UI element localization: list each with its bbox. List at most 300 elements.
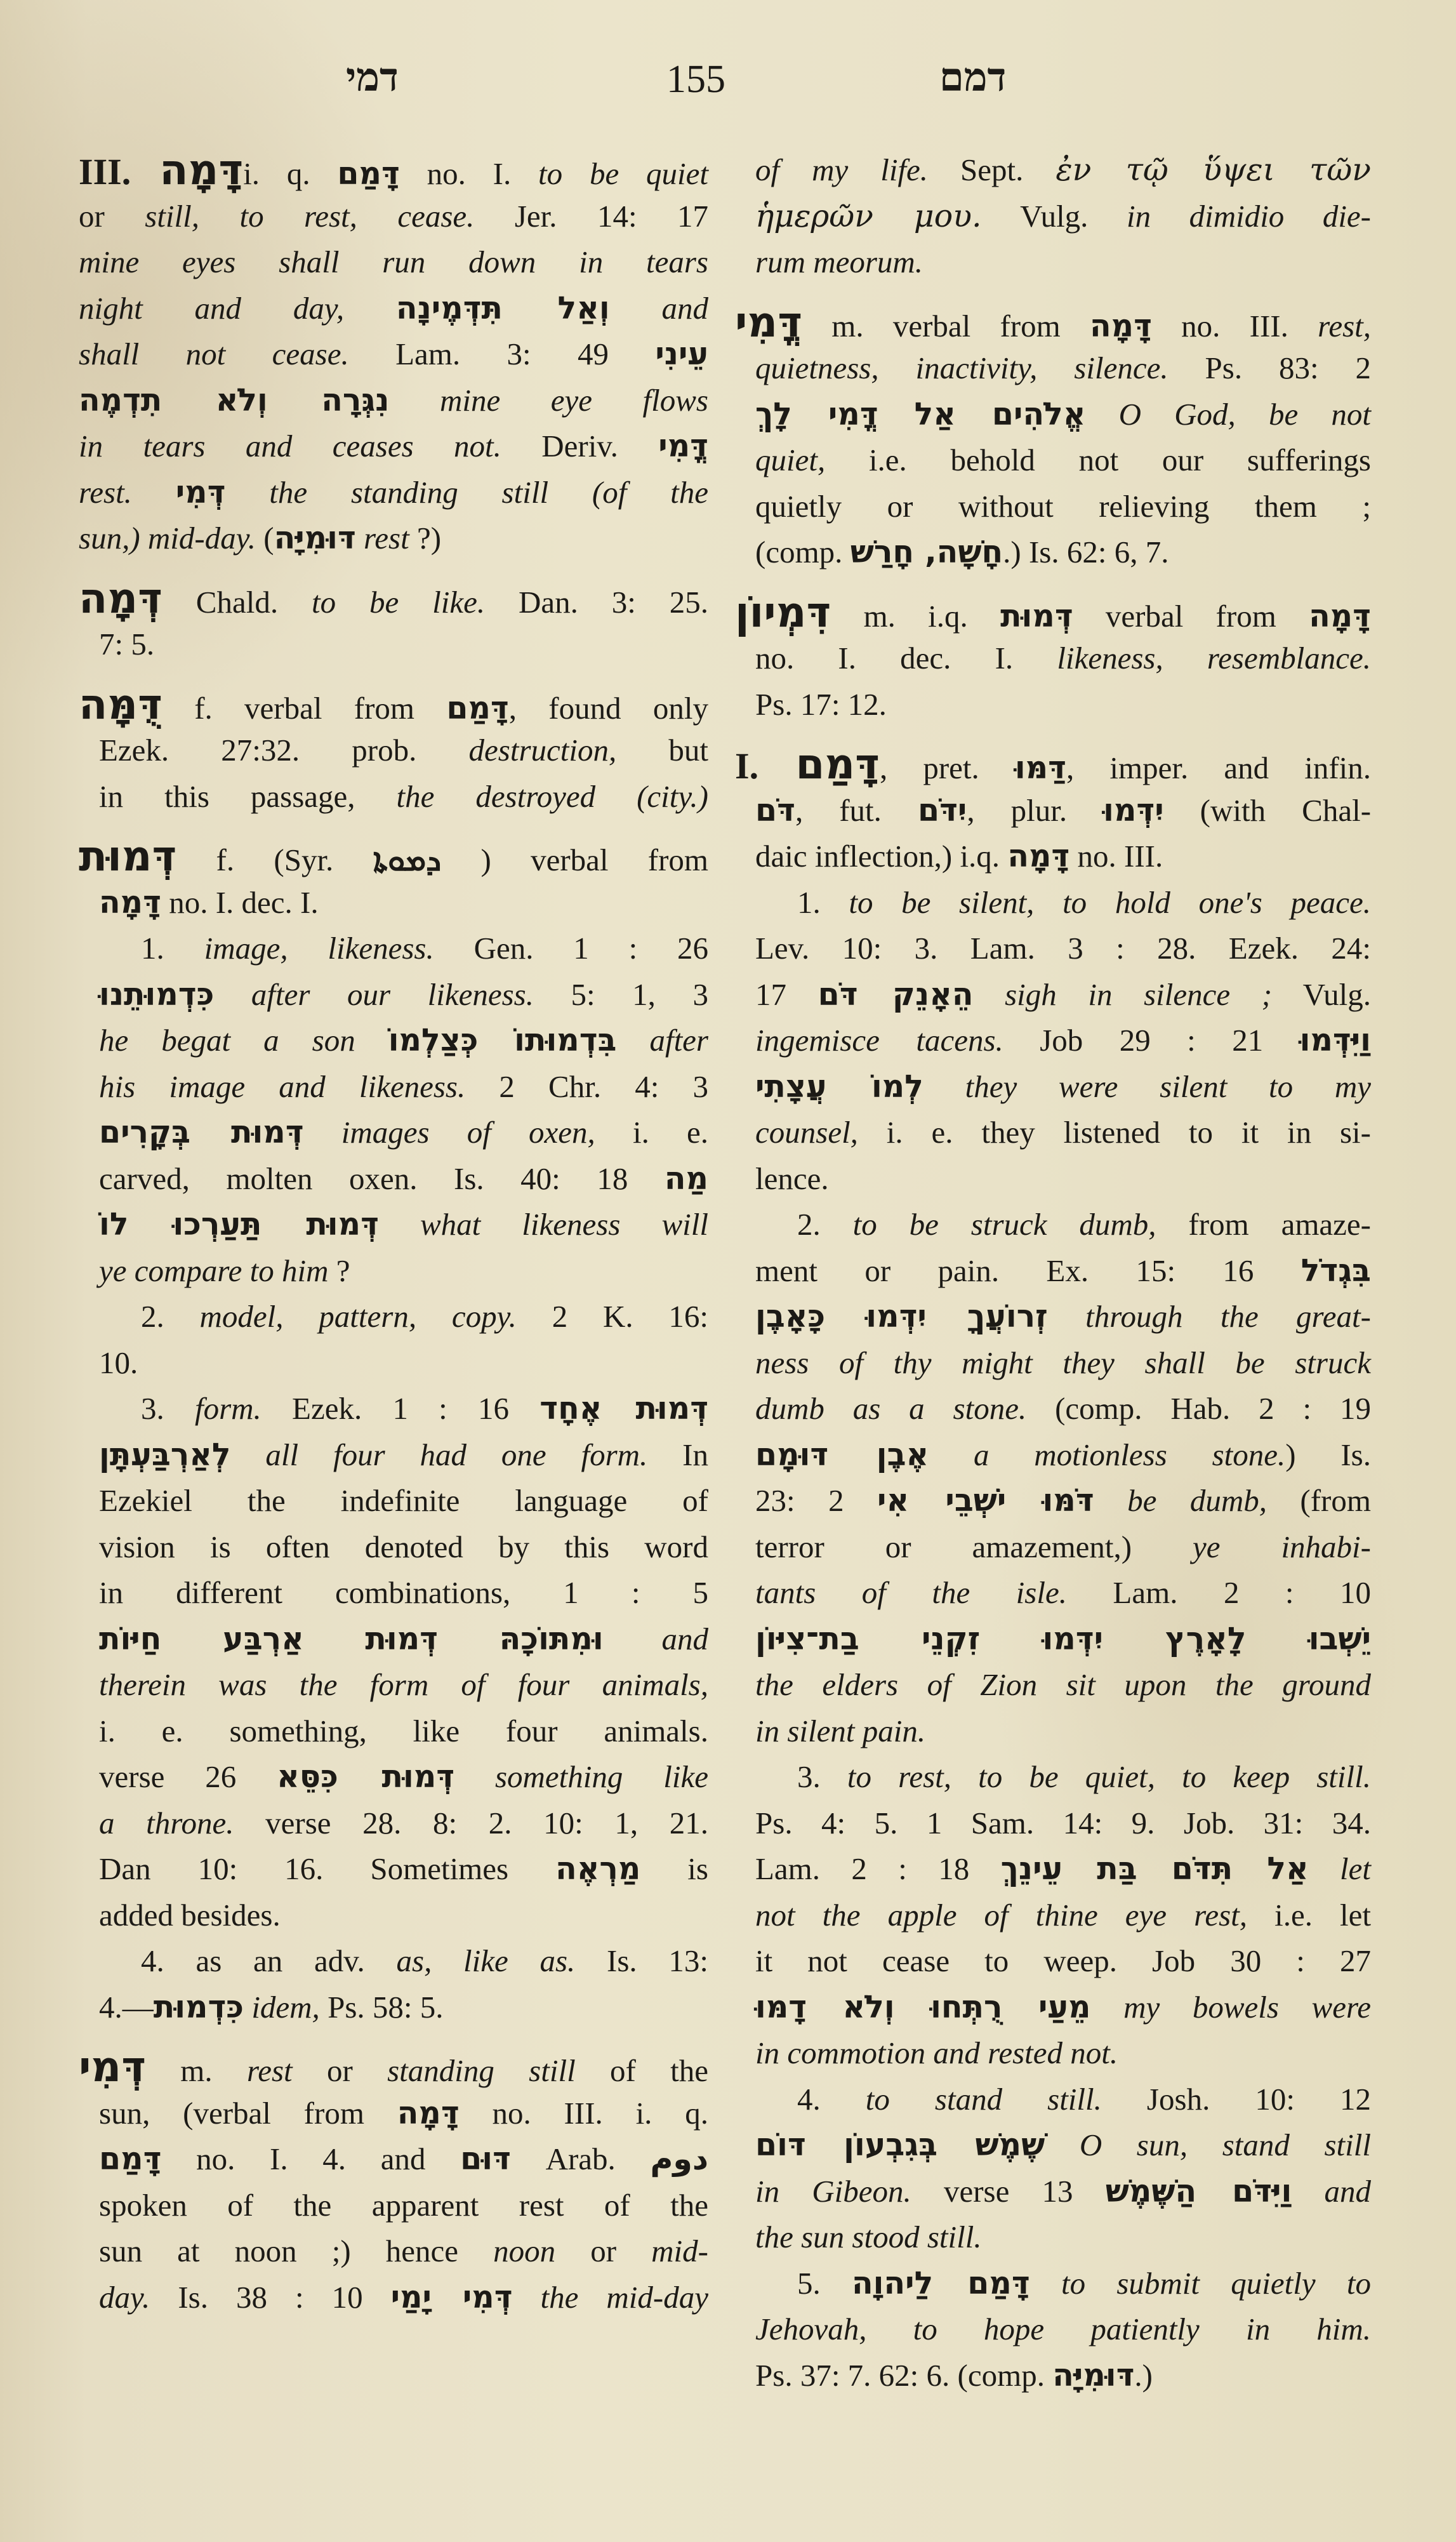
text-line — [79, 2228, 708, 2275]
text-line — [79, 573, 709, 623]
text-line — [735, 437, 1371, 484]
text-line — [735, 587, 1371, 637]
italic-gloss: a throne. — [99, 1805, 234, 1840]
roman-text: from amaze- — [1156, 1207, 1371, 1242]
italic-gloss: the standing still (of the — [225, 474, 708, 510]
roman-text: Josh. 10: 12 — [1101, 2081, 1371, 2117]
text-line — [79, 2275, 708, 2321]
text-line — [735, 1800, 1371, 1847]
text-line — [735, 1018, 1371, 1064]
sense-numeral: III. — [79, 151, 160, 192]
roman-text: 5: 1, 3 — [533, 976, 708, 1012]
italic-gloss: what likeness will — [378, 1207, 708, 1242]
roman-text: carved, molten oxen. Is. 40: 18 — [99, 1161, 665, 1196]
text-line — [79, 239, 708, 286]
hebrew-text: דְּמוּת אֶחָד — [539, 1390, 709, 1427]
roman-text: Is. 38 : 10 — [150, 2279, 391, 2315]
roman-text: f. (Syr. — [176, 842, 373, 877]
italic-gloss: noon — [493, 2233, 556, 2268]
roman-text: no. III. — [1151, 308, 1318, 343]
roman-text: Ezek. 1 : 16 — [261, 1391, 540, 1426]
text-line — [79, 2136, 708, 2183]
text-line — [79, 1893, 708, 1939]
roman-text: or — [555, 2233, 652, 2268]
italic-gloss: my bowels were — [1090, 1989, 1371, 2025]
hebrew-text: וַיִּדֹּם הַשֶּׁמֶשׁ — [1105, 2173, 1292, 2209]
text-line — [79, 972, 708, 1018]
hebrew-text: דַּמּוּ — [1014, 750, 1066, 786]
hebrew-text: שֶׁמֶשׁ בְּגִבְעוֹן דּוֹם — [755, 2127, 1045, 2163]
italic-gloss: to stand still. — [865, 2081, 1102, 2117]
text-line — [79, 423, 708, 470]
hebrew-text: דָּמַם לַיהוָה — [852, 2265, 1030, 2301]
roman-text: Lam. 2 : 10 — [1066, 1575, 1371, 1610]
roman-text: no. III. i. q. — [459, 2095, 708, 2131]
hebrew-text: אֱלֹהִים אַל דֳּמִי לָךְ — [755, 396, 1086, 432]
roman-text: no. I. — [399, 156, 539, 191]
roman-text: Jer. 14: 17 — [474, 198, 708, 234]
roman-text: i.e. behold not our sufferings — [825, 443, 1371, 477]
dictionary-entry — [79, 562, 708, 668]
roman-text: 2. — [141, 1299, 200, 1334]
text-line — [79, 1018, 708, 1064]
roman-text: 4. — [797, 2081, 866, 2117]
text-line — [79, 1202, 708, 1248]
headword: דְּמוּת — [79, 832, 177, 881]
italic-gloss: likeness, resemblance. — [1057, 641, 1371, 675]
text-line — [735, 1478, 1371, 1524]
roman-text: or — [79, 198, 145, 234]
hebrew-text: בִּגְדֹל — [1300, 1252, 1371, 1289]
roman-text: (comp. — [755, 535, 850, 569]
hebrew-text: דֹּמּוּ יֹשְׁבֵי אִי — [877, 1482, 1094, 1519]
hebrew-text: יִדֹּם — [917, 792, 967, 828]
running-head-right-word: דמם — [939, 57, 1007, 100]
text-line — [735, 788, 1371, 834]
text-line — [735, 2169, 1371, 2215]
text-line — [79, 1846, 708, 1893]
dictionary-entry — [735, 728, 1371, 2399]
roman-text: i. e. — [595, 1115, 708, 1150]
text-line — [735, 194, 1371, 240]
text-line — [79, 834, 708, 880]
text-line — [79, 1985, 708, 2031]
headword: דָּמָה — [159, 145, 244, 194]
hebrew-text: דְּמִי יָמַי — [390, 2279, 513, 2315]
italic-gloss: to be silent, to hold one's peace. — [849, 884, 1371, 920]
text-line — [735, 1616, 1371, 1663]
italic-gloss: a motionless stone. — [929, 1437, 1286, 1472]
italic-gloss: to be like. — [311, 584, 486, 620]
roman-text: no. I. dec. I. — [161, 884, 319, 920]
hebrew-text: בִּדְמוּתוֹ כְּצַלְמוֹ — [388, 1022, 617, 1058]
italic-gloss: and — [609, 290, 708, 326]
syriac-text: ܕܡܘܬܐ — [373, 842, 442, 878]
italic-gloss: be dumb, — [1094, 1483, 1267, 1518]
italic-gloss: rest — [246, 2053, 293, 2088]
hebrew-text: אֶבֶן דּוּמָם — [755, 1436, 929, 1473]
hebrew-text: נִגְּרָה וְלֹא תִדְמֶה — [79, 382, 390, 418]
roman-text: (with Chal- — [1163, 792, 1372, 828]
text-line — [735, 1340, 1371, 1387]
roman-text: 1. — [141, 931, 204, 966]
roman-text: (from — [1266, 1483, 1371, 1518]
roman-text: ment or pain. Ex. 15: 16 — [755, 1253, 1301, 1288]
roman-text: Dan. 3: 25. — [485, 584, 709, 620]
italic-gloss: as, like as. — [396, 1943, 576, 1978]
roman-text: , imper. and infin. — [1066, 750, 1372, 785]
text-line — [735, 834, 1371, 880]
roman-text: Lam. 3: 49 — [348, 336, 656, 371]
italic-gloss: in Gibeon. — [755, 2173, 911, 2209]
text-line — [735, 2077, 1371, 2123]
dictionary-entry — [79, 820, 708, 2030]
roman-text: is — [640, 1851, 708, 1886]
roman-text: 5. — [797, 2265, 852, 2301]
text-line — [735, 297, 1372, 347]
roman-text: .) Is. 62: 6, 7. — [1003, 535, 1169, 569]
italic-gloss: therein was the form of four animals, — [99, 1667, 708, 1702]
text-line — [735, 1156, 1371, 1202]
headword: דְּמָה — [79, 573, 162, 623]
roman-text: m. i.q. — [831, 598, 1001, 634]
text-line — [79, 1064, 708, 1110]
text-line — [735, 529, 1371, 576]
italic-gloss: to rest, to be quiet, to keep still. — [847, 1759, 1371, 1794]
italic-gloss: image, likeness. — [204, 931, 434, 966]
text-line — [735, 1524, 1371, 1571]
text-line — [735, 1202, 1371, 1248]
roman-text: Ezekiel the indefinite language of — [99, 1483, 708, 1518]
roman-text: f. verbal from — [162, 690, 447, 726]
text-line — [79, 622, 708, 668]
dictionary-entry — [79, 147, 708, 562]
italic-gloss: after — [616, 1023, 709, 1058]
text-line — [735, 1432, 1371, 1479]
roman-text: it not cease to weep. Job 30 : 27 — [755, 1943, 1371, 1978]
text-line — [735, 345, 1371, 392]
roman-text: ) verbal from — [441, 842, 709, 877]
roman-text: verse 26 — [99, 1759, 277, 1794]
italic-gloss: dumb as a stone. — [755, 1391, 1027, 1426]
roman-text: Job 29 : 21 — [1003, 1023, 1300, 1058]
dictionary-entry — [735, 576, 1371, 728]
italic-gloss: quiet, — [755, 443, 826, 477]
text-line — [79, 1938, 708, 1985]
italic-gloss: after our likeness. — [214, 976, 534, 1012]
dictionary-entry — [79, 2030, 708, 2320]
italic-gloss: night and day, — [79, 290, 396, 326]
italic-gloss: rest — [355, 521, 409, 556]
roman-text: of the — [575, 2053, 708, 2088]
roman-text: spoken of the apparent rest of the — [99, 2187, 708, 2223]
roman-text: but — [616, 733, 708, 768]
roman-text: in this passage, — [99, 778, 397, 814]
entry-gap — [79, 2030, 708, 2044]
roman-text: , fut. — [795, 792, 918, 828]
hebrew-text: דֳּמִי — [658, 428, 708, 464]
roman-text: no. I. 4. and — [161, 2141, 461, 2176]
hebrew-text: חָשָׁה, חָרַשׁ — [850, 534, 1003, 570]
text-line — [79, 516, 708, 562]
italic-gloss: all four had one form. — [230, 1437, 648, 1472]
entry-gap — [79, 562, 708, 576]
italic-gloss: destruction, — [468, 733, 617, 768]
roman-text: 4. as an adv. — [141, 1943, 397, 1978]
entry-gap — [735, 286, 1371, 300]
roman-text: Lam. 2 : 18 — [755, 1851, 1001, 1886]
roman-text: 2. — [797, 1207, 853, 1242]
roman-text: Ezek. 27:32. prob. — [99, 733, 469, 768]
roman-text: ? — [328, 1253, 350, 1288]
text-line — [79, 194, 708, 240]
roman-text: 3. — [141, 1391, 195, 1426]
roman-text: 17 — [755, 976, 818, 1012]
headword: דָּמַם — [795, 740, 880, 789]
arabic-text: دوم — [650, 2141, 708, 2177]
italic-gloss: not the apple of thine eye rest, — [755, 1897, 1248, 1933]
text-line — [735, 1708, 1371, 1755]
text-line — [79, 1386, 708, 1432]
left-column — [79, 147, 708, 2320]
text-line — [79, 679, 708, 729]
italic-gloss: O sun, stand still — [1045, 2127, 1371, 2162]
hebrew-text: דָּמָה — [1007, 838, 1070, 874]
italic-gloss: form. — [194, 1391, 261, 1426]
hebrew-text: דָּמַם — [99, 2141, 162, 2177]
text-line — [735, 880, 1371, 926]
hebrew-text: דְּמוּת — [1000, 597, 1073, 634]
entry-gap — [79, 668, 708, 682]
italic-gloss: tants of the isle. — [755, 1575, 1067, 1610]
text-line — [79, 1478, 708, 1524]
hebrew-text: דָּמָה — [1089, 307, 1152, 344]
text-line — [735, 1754, 1371, 1800]
italic-gloss: to be struck dumb, — [852, 1207, 1156, 1242]
roman-text: Is. 13: — [575, 1943, 708, 1978]
italic-gloss: ness of thy might they shall be struck — [755, 1345, 1371, 1380]
text-line — [735, 1570, 1371, 1616]
italic-gloss: something like — [454, 1759, 708, 1794]
roman-text: no. III. — [1069, 839, 1163, 874]
greek-text: ἡμερῶν μου. — [755, 197, 982, 234]
italic-gloss: to be quiet — [538, 156, 708, 191]
roman-text: vision is often denoted by this word — [99, 1529, 708, 1564]
text-line — [79, 2091, 708, 2137]
roman-text: , plur. — [967, 792, 1104, 828]
italic-gloss: in commotion and rested not. — [755, 2035, 1118, 2070]
hebrew-text: לְמוֹ עֲצָתִי — [755, 1068, 923, 1105]
text-line — [79, 1800, 708, 1847]
text-line — [735, 2306, 1371, 2353]
roman-text: Arab. — [510, 2141, 651, 2176]
text-line — [79, 1248, 708, 1294]
italic-gloss: rum meorum. — [755, 244, 923, 279]
roman-text: Ps. 17: 12. — [755, 686, 887, 722]
italic-gloss: mid- — [651, 2233, 708, 2268]
text-line — [79, 926, 708, 972]
italic-gloss: ye inhabi- — [1193, 1529, 1371, 1564]
italic-gloss: in silent pain. — [755, 1713, 926, 1748]
roman-text: i. q. — [243, 156, 338, 191]
roman-text: Vulg. — [981, 198, 1127, 234]
dictionary-entry — [735, 147, 1371, 286]
roman-text: (comp. Hab. 2 : 19 — [1026, 1391, 1371, 1426]
text-line — [79, 774, 708, 820]
italic-gloss: mine eyes shall run down in tears — [79, 244, 708, 279]
hebrew-text: יֵשְׁבוּ לָאָרֶץ יִדְּמוּ זִקְנֵי בַת־צִיּוֹן — [755, 1620, 1371, 1657]
italic-gloss: shall not cease. — [79, 336, 349, 371]
hebrew-text: כִּדְמוּת — [153, 1988, 244, 2025]
italic-gloss: and — [603, 1621, 709, 1656]
text-line — [735, 1893, 1371, 1939]
roman-text: In — [647, 1437, 708, 1472]
text-line — [79, 1432, 708, 1479]
text-line — [735, 2353, 1371, 2399]
hebrew-text: וַיִּדְּמוּ — [1299, 1022, 1371, 1058]
roman-text: ) Is. — [1285, 1437, 1372, 1472]
text-line — [79, 286, 708, 332]
text-line — [735, 742, 1371, 788]
italic-gloss: counsel, — [755, 1115, 858, 1150]
hebrew-text: דּוּמִיָּה — [1052, 2357, 1135, 2393]
roman-text: i. e. they listened to it in si- — [857, 1115, 1371, 1150]
headword: דֳּמִי — [735, 297, 802, 347]
roman-text: quietly or without relieving them ; — [755, 488, 1371, 524]
italic-gloss: the sun stood still. — [755, 2219, 982, 2254]
italic-gloss: O God, be not — [1085, 396, 1371, 432]
roman-text: 2 K. 16: — [516, 1299, 709, 1334]
italic-gloss: ingemisce tacens. — [755, 1023, 1003, 1058]
text-line — [79, 1524, 708, 1571]
italic-gloss: they were silent to my — [923, 1068, 1372, 1104]
text-line — [735, 1386, 1371, 1432]
italic-gloss: his image and likeness. — [99, 1068, 466, 1104]
roman-text: 4.— — [99, 1989, 154, 2025]
text-line — [735, 1294, 1371, 1340]
text-line — [79, 728, 708, 774]
hebrew-text: דָּמָה — [397, 2094, 460, 2131]
italic-gloss: through the great- — [1047, 1299, 1371, 1334]
hebrew-text: דּוּם — [460, 2141, 511, 2177]
hebrew-text: מַרְאֶה — [555, 1851, 641, 1887]
text-line — [735, 2261, 1371, 2307]
roman-text: m. — [146, 2053, 247, 2088]
roman-text: lence. — [755, 1161, 829, 1196]
roman-text: Ps. 58: 5. — [319, 1989, 444, 2025]
headword: דִּמְיוֹן — [735, 587, 831, 637]
italic-gloss: mine eye flows — [389, 382, 708, 418]
text-line — [735, 2122, 1371, 2169]
roman-text: 10. — [99, 1345, 138, 1380]
roman-text: sun, (verbal from — [99, 2095, 397, 2131]
text-line — [735, 1662, 1371, 1708]
roman-text: 3. — [797, 1759, 847, 1794]
italic-gloss: the destroyed (city.) — [396, 778, 708, 814]
page-number: 155 — [666, 58, 725, 101]
text-line — [79, 147, 708, 194]
dictionary-entry — [79, 668, 708, 820]
italic-gloss: of my life. — [755, 152, 929, 187]
hebrew-text: דְּמוּת בְּקָרִים — [99, 1114, 304, 1150]
text-line — [79, 1340, 708, 1387]
greek-text: ἐν τῷ ὕψει τῶν — [1056, 152, 1371, 188]
text-line — [79, 880, 708, 926]
italic-gloss: the elders of Zion sit upon the ground — [755, 1667, 1371, 1702]
italic-gloss: in tears and ceases not. — [79, 429, 501, 463]
italic-gloss: rest. — [79, 474, 176, 510]
headword: דְּמִי — [79, 2042, 146, 2091]
hebrew-text: מֵעַי רֻתְּחוּ וְלֹא דָמּוּ — [755, 1988, 1091, 2025]
roman-text: no. I. dec. I. — [755, 641, 1057, 675]
roman-text: m. verbal from — [802, 308, 1090, 343]
roman-text: Chald. — [162, 584, 312, 620]
hebrew-text: דָּמַם — [446, 689, 509, 726]
roman-text: Ps. 37: 7. 62: 6. (comp. — [755, 2357, 1053, 2393]
text-line — [735, 484, 1371, 530]
hebrew-text: זְרוֹעֲךָ יִדְּמוּ כָּאָבֶן — [755, 1298, 1048, 1334]
roman-text: i. e. something, like four animals. — [99, 1713, 708, 1748]
italic-gloss: day. — [99, 2279, 150, 2315]
running-head-left-word: דמי — [346, 57, 399, 100]
hebrew-text: דָּמָה — [1309, 597, 1371, 634]
text-line — [735, 147, 1371, 194]
text-line — [79, 2183, 708, 2229]
right-column — [735, 147, 1371, 2399]
roman-text: verse 28. 8: 2. 10: 1, 21. — [234, 1805, 708, 1840]
text-line — [79, 1294, 708, 1340]
text-line — [735, 2214, 1371, 2261]
text-line — [735, 2030, 1371, 2077]
headword: דֻּמָּה — [79, 679, 162, 729]
running-head — [0, 56, 1456, 107]
roman-text: Ps. 83: 2 — [1168, 350, 1372, 385]
roman-text: terror or amazement,) — [755, 1529, 1193, 1564]
text-line — [79, 331, 708, 378]
roman-text: Sept. — [928, 152, 1056, 187]
hebrew-text: עֵינִי — [655, 336, 708, 372]
roman-text: sun at noon ;) hence — [99, 2233, 494, 2268]
hebrew-text: יִדְּמוּ — [1103, 792, 1164, 828]
italic-gloss: in dimidio die- — [1126, 198, 1371, 234]
text-line — [79, 1570, 708, 1616]
roman-text: Ps. 4: 5. 1 Sam. 14: 9. Job. 31: 34. — [755, 1805, 1371, 1840]
roman-text: verbal from — [1073, 598, 1309, 634]
roman-text: Dan 10: 16. Sometimes — [99, 1851, 556, 1886]
text-line — [735, 1938, 1371, 1985]
roman-text: Vulg. — [1272, 976, 1372, 1012]
hebrew-text: וְאַל תִּדְּמֶינָה — [395, 289, 610, 326]
italic-gloss: quietness, inactivity, silence. — [755, 350, 1168, 385]
italic-gloss: standing still — [387, 2053, 576, 2088]
text-line — [735, 926, 1371, 972]
roman-text: 2 Chr. 4: 3 — [465, 1068, 708, 1104]
text-line — [735, 682, 1371, 728]
hebrew-text: דְּמִי — [175, 474, 226, 510]
roman-text: .) — [1134, 2357, 1153, 2393]
hebrew-text: הֵאָנֵק דֹּם — [817, 976, 974, 1013]
sense-numeral: I. — [735, 745, 796, 787]
hebrew-text: וּמִתּוֹכָהּ דְּמוּת אַרְבַּע חַיּוֹת — [99, 1620, 604, 1657]
italic-gloss: he begat a son — [99, 1023, 388, 1058]
roman-text: Deriv. — [501, 429, 659, 463]
hebrew-text: כִּדְמוּתֵנוּ — [99, 976, 215, 1013]
italic-gloss: sigh in silence ; — [973, 976, 1273, 1012]
roman-text: Lev. 10: 3. Lam. 3 : 28. Ezek. 24: — [755, 931, 1371, 966]
roman-text: Gen. 1 : 26 — [433, 931, 709, 966]
text-line — [79, 2044, 708, 2091]
roman-text: added besides. — [99, 1897, 281, 1933]
